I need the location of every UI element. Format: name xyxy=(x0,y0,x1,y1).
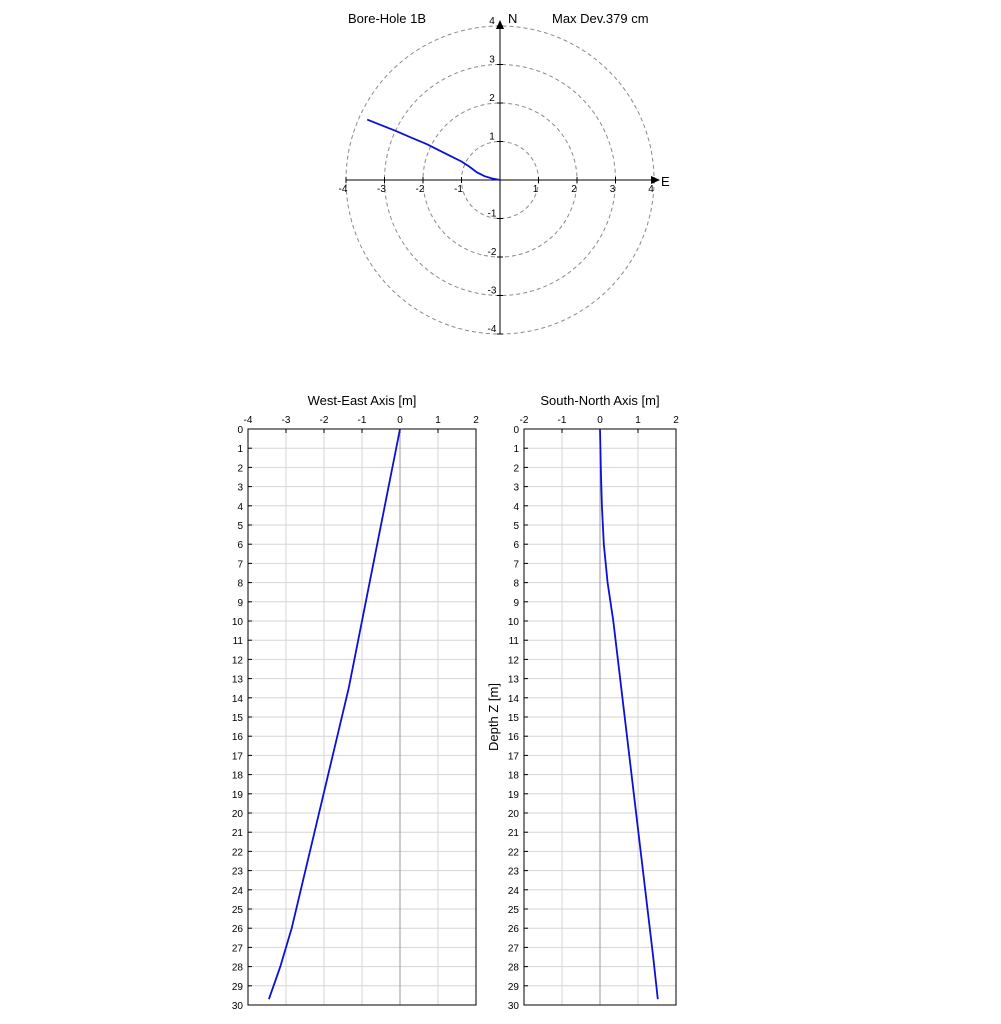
east-arrow-icon xyxy=(651,176,660,184)
south-north-x-tick-label: -2 xyxy=(519,415,529,426)
polar-x-tick-label: -1 xyxy=(454,184,463,195)
west-east-y-tick-label: 16 xyxy=(231,732,243,744)
polar-y-tick-label: 3 xyxy=(489,54,495,66)
south-north-y-tick-label: 14 xyxy=(507,693,519,705)
south-north-y-tick-label: 4 xyxy=(513,501,519,513)
max-deviation-annotation: Max Dev.379 cm xyxy=(552,11,649,26)
polar-y-tick-label: -3 xyxy=(487,285,497,297)
south-north-y-tick-label: 27 xyxy=(507,943,519,955)
west-east-y-tick-label: 4 xyxy=(237,501,243,513)
west-east-y-tick-label: 7 xyxy=(237,559,243,571)
west-east-y-tick-label: 21 xyxy=(231,828,243,840)
south-north-y-tick-label: 29 xyxy=(507,981,519,993)
west-east-y-tick-label: 12 xyxy=(231,655,243,667)
polar-x-tick-label: -3 xyxy=(377,184,386,195)
polar-x-tick-label: -2 xyxy=(415,184,425,195)
west-east-y-tick-label: 25 xyxy=(231,905,243,916)
west-east-y-tick-label: 11 xyxy=(232,636,243,648)
polar-x-tick-label: -4 xyxy=(338,184,348,195)
chart-title: Bore-Hole 1B xyxy=(348,11,427,26)
south-north-y-axis-label: Depth Z [m] xyxy=(486,683,501,751)
west-east-x-tick-label: 2 xyxy=(473,415,479,426)
west-east-y-tick-label: 17 xyxy=(231,751,243,763)
west-east-y-tick-label: 30 xyxy=(231,1001,243,1012)
south-north-y-tick-label: 24 xyxy=(507,885,519,897)
south-north-y-tick-label: 12 xyxy=(507,655,519,667)
west-east-y-tick-label: 19 xyxy=(231,789,243,801)
south-north-x-tick-label: -1 xyxy=(557,415,567,426)
west-east-y-tick-label: 20 xyxy=(231,809,243,820)
south-north-y-tick-label: 22 xyxy=(507,847,519,859)
east-label: E xyxy=(661,174,670,189)
west-east-y-tick-label: 29 xyxy=(231,981,243,993)
south-north-y-tick-label: 18 xyxy=(507,770,519,782)
north-label: N xyxy=(508,11,518,26)
south-north-y-tick-label: 10 xyxy=(507,617,519,628)
polar-y-tick-label: 1 xyxy=(489,131,495,143)
west-east-x-tick-label: 0 xyxy=(397,415,403,426)
west-east-y-tick-label: 3 xyxy=(237,482,243,494)
polar-y-tick-label: -4 xyxy=(487,324,497,335)
west-east-y-tick-label: 26 xyxy=(231,924,243,936)
polar-y-tick-label: -1 xyxy=(487,208,497,220)
west-east-x-tick-label: -2 xyxy=(319,415,329,426)
south-north-y-tick-label: 1 xyxy=(513,444,519,456)
polar-y-tick-label: -2 xyxy=(487,247,497,258)
west-east-y-tick-label: 10 xyxy=(231,617,243,628)
south-north-y-tick-label: 28 xyxy=(507,962,519,974)
west-east-y-tick-label: 27 xyxy=(231,943,243,955)
west-east-title: West-East Axis [m] xyxy=(307,393,417,408)
west-east-y-tick-label: 9 xyxy=(237,597,243,609)
south-north-y-tick-label: 2 xyxy=(513,463,519,475)
south-north-y-tick-label: 26 xyxy=(507,924,519,936)
south-north-y-tick-label: 5 xyxy=(513,521,519,532)
south-north-y-tick-label: 19 xyxy=(507,789,519,801)
west-east-y-tick-label: 18 xyxy=(231,770,243,782)
polar-y-tick-label: 4 xyxy=(489,16,495,27)
borehole-plan-trace xyxy=(367,120,500,180)
polar-x-tick-label: 1 xyxy=(532,184,539,195)
south-north-y-tick-label: 16 xyxy=(507,732,519,744)
south-north-x-tick-label: 0 xyxy=(597,415,603,426)
polar-plan-view xyxy=(339,11,670,335)
west-east-y-tick-label: 24 xyxy=(231,885,243,897)
south-north-y-tick-label: 17 xyxy=(507,751,519,763)
west-east-y-tick-label: 15 xyxy=(231,713,243,724)
west-east-y-tick-label: 22 xyxy=(231,847,243,859)
south-north-x-tick-label: 2 xyxy=(673,415,679,426)
south-north-y-tick-label: 21 xyxy=(507,828,519,840)
west-east-x-tick-label: -3 xyxy=(281,415,291,426)
polar-x-tick-label: 4 xyxy=(648,184,654,195)
west-east-x-tick-label: -1 xyxy=(357,415,367,426)
west-east-y-tick-label: 6 xyxy=(237,540,243,552)
south-north-y-tick-label: 30 xyxy=(507,1001,519,1012)
south-north-y-tick-label: 11 xyxy=(508,636,519,648)
south-north-series-line xyxy=(600,429,658,999)
west-east-y-tick-label: 5 xyxy=(237,521,243,532)
polar-x-tick-label: 2 xyxy=(571,184,577,195)
west-east-y-tick-label: 0 xyxy=(237,425,243,436)
south-north-y-tick-label: 6 xyxy=(513,540,519,552)
west-east-y-tick-label: 28 xyxy=(231,962,243,974)
polar-y-tick-label: 2 xyxy=(489,93,495,104)
south-north-profile xyxy=(486,393,679,1012)
west-east-x-tick-label: -4 xyxy=(243,415,253,426)
west-east-y-tick-label: 14 xyxy=(231,693,243,705)
west-east-y-tick-label: 8 xyxy=(237,578,243,590)
west-east-y-tick-label: 1 xyxy=(237,444,243,456)
south-north-y-tick-label: 20 xyxy=(507,809,519,820)
south-north-y-tick-label: 25 xyxy=(507,905,519,916)
south-north-y-tick-label: 9 xyxy=(513,597,519,609)
south-north-y-tick-label: 8 xyxy=(513,578,519,590)
south-north-y-tick-label: 7 xyxy=(513,559,519,571)
west-east-profile xyxy=(232,393,479,1012)
west-east-y-tick-label: 13 xyxy=(231,674,243,686)
south-north-y-tick-label: 13 xyxy=(507,674,519,686)
south-north-x-tick-label: 1 xyxy=(635,415,641,426)
west-east-y-tick-label: 2 xyxy=(237,463,243,475)
south-north-y-tick-label: 23 xyxy=(507,866,519,878)
south-north-y-tick-label: 15 xyxy=(507,713,519,724)
west-east-x-tick-label: 1 xyxy=(435,415,441,426)
south-north-title: South-North Axis [m] xyxy=(540,393,660,408)
south-north-y-tick-label: 0 xyxy=(513,425,519,436)
polar-x-tick-label: 3 xyxy=(609,184,616,195)
north-arrow-icon xyxy=(496,20,504,29)
south-north-y-tick-label: 3 xyxy=(513,482,519,494)
west-east-y-tick-label: 23 xyxy=(231,866,243,878)
west-east-series-line xyxy=(269,429,400,999)
